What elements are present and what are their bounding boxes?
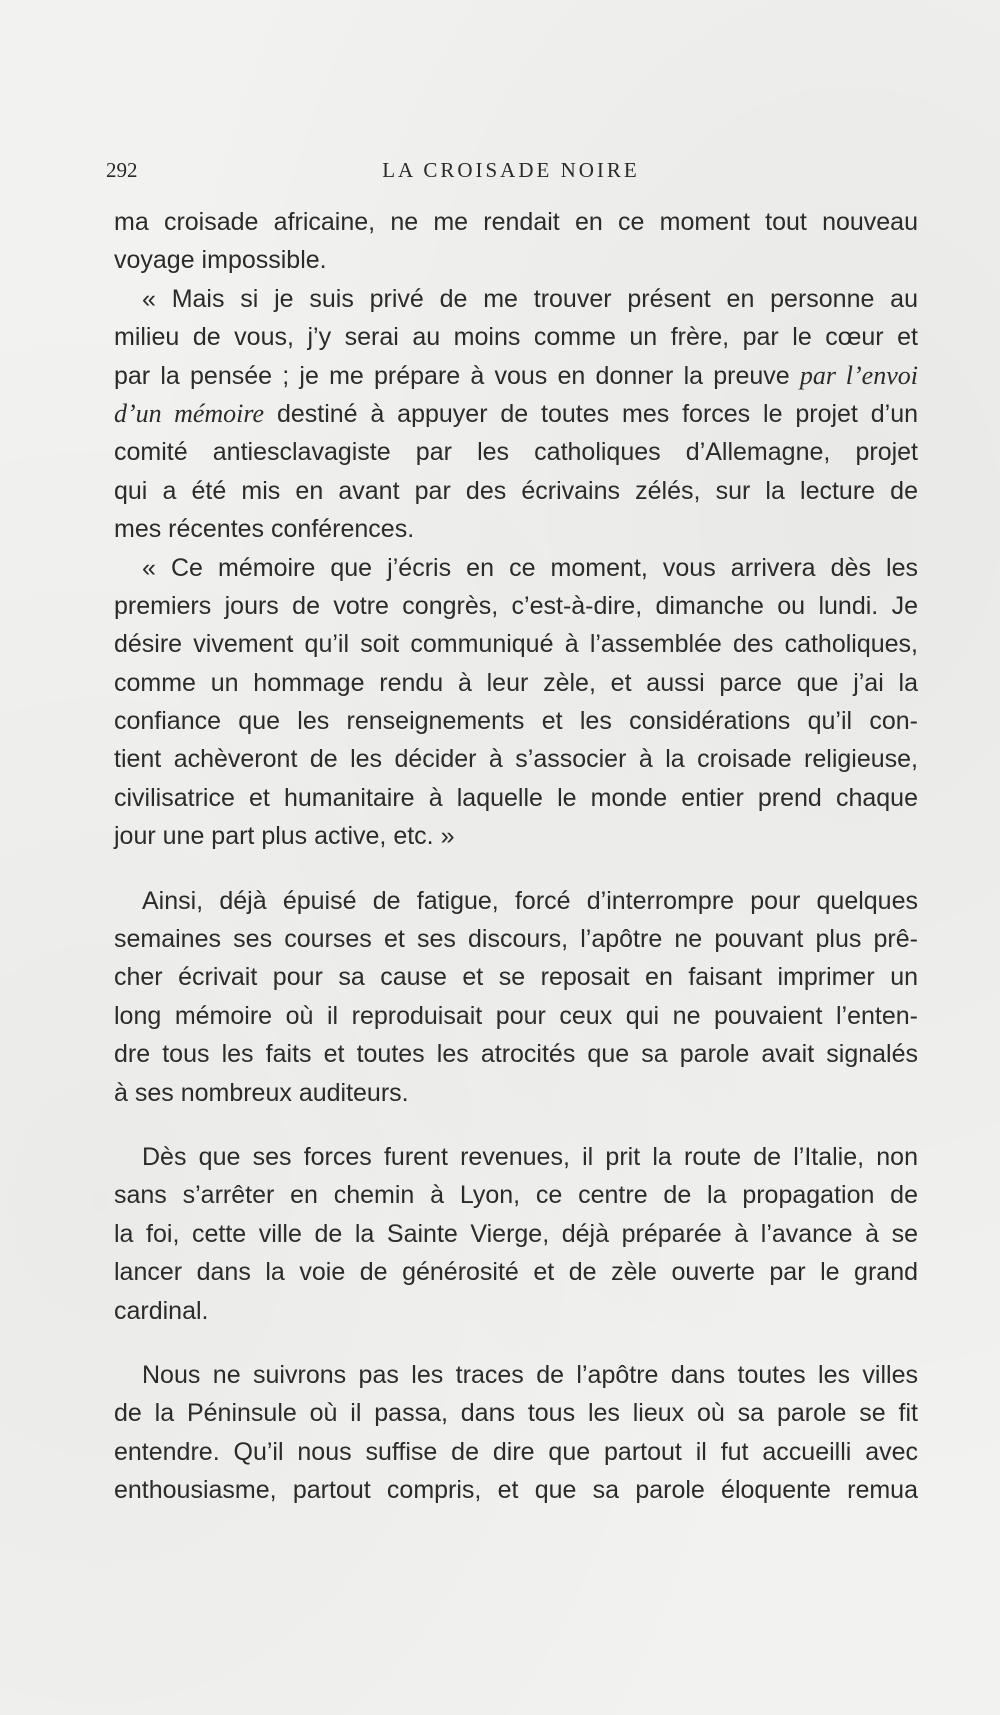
- text-line: [114, 395, 918, 433]
- paragraph: [114, 1356, 918, 1510]
- italic-text: par l’envoi: [799, 360, 918, 390]
- paragraph: [114, 549, 918, 856]
- paragraph: [114, 882, 918, 1112]
- text-line: la foi, cette ville de la Sainte Vierge, déjà préparée à l’avance à se: [114, 1219, 918, 1248]
- text-line: « Mais si je suis privé de me trouver présent en personne au: [142, 284, 918, 313]
- text-segment: par la pensée ; je me prépare à vous en donner la preuve: [114, 361, 790, 390]
- running-header: [106, 158, 916, 188]
- text-line: enthousiasme, partout compris, et que sa parole éloquente remua: [114, 1476, 918, 1505]
- italic-text: d’un mémoire: [114, 398, 265, 428]
- paragraph: [114, 1138, 918, 1330]
- text-line: cher écrivait pour sa cause et se reposait en faisant imprimer un: [114, 963, 918, 992]
- paragraph-spacer: [114, 1330, 918, 1356]
- text-line: à ses nombreux auditeurs.: [114, 1078, 409, 1107]
- text-line: Nous ne suivrons pas les traces de l’apôtre dans toutes les villes: [142, 1360, 918, 1389]
- text-line: mes récentes conférences.: [114, 515, 415, 544]
- text-line: comité antiesclavagiste par les catholiques d’Allemagne, projet: [114, 438, 918, 467]
- text-line: ma croisade africaine, ne me rendait en ce moment tout nouveau: [114, 208, 918, 236]
- paragraph: [114, 203, 918, 280]
- text-line: confiance que les renseignements et les considérations qu’il con-: [114, 707, 918, 736]
- text-line: entendre. Qu’il nous suffise de dire que partout il fut accueilli avec: [114, 1437, 918, 1466]
- text-line: Ainsi, déjà épuisé de fatigue, forcé d’interrompre pour quelques: [142, 886, 918, 915]
- text-line: voyage impossible.: [114, 246, 327, 275]
- text-line: civilisatrice et humanitaire à laquelle le monde entier prend chaque: [114, 783, 918, 812]
- text-line: sans s’arrêter en chemin à Lyon, ce centre de la propagation de: [114, 1181, 918, 1210]
- paragraph: [114, 280, 918, 549]
- text-line: long mémoire où il reproduisait pour ceux qui ne pouvaient l’enten-: [114, 1001, 918, 1030]
- text-line: cardinal.: [114, 1296, 209, 1325]
- text-line: comme un hommage rendu à leur zèle, et aussi parce que j’ai la: [114, 668, 918, 697]
- text-line: qui a été mis en avant par des écrivains zélés, sur la lecture de: [114, 476, 918, 505]
- text-line: dre tous les faits et toutes les atrocités que sa parole avait signalés: [114, 1040, 918, 1069]
- text-line: premiers jours de votre congrès, c’est-à-dire, dimanche ou lundi. Je: [114, 591, 918, 620]
- paragraph-spacer: [114, 856, 918, 882]
- text-line: de la Péninsule où il passa, dans tous les lieux où sa parole se fit: [114, 1399, 918, 1428]
- text-line: Dès que ses forces furent revenues, il prit la route de l’Italie, non: [142, 1142, 918, 1171]
- text-line: tient achèveront de les décider à s’associer à la croisade religieuse,: [114, 745, 918, 774]
- body-text: [114, 203, 918, 1510]
- running-title: LA CROISADE NOIRE: [382, 158, 640, 182]
- text-line: « Ce mémoire que j’écris en ce moment, vous arrivera dès les: [142, 553, 918, 582]
- text-line: milieu de vous, j’y serai au moins comme un frère, par le cœur et: [114, 323, 918, 352]
- text-line: jour une part plus active, etc. »: [114, 822, 455, 851]
- paragraph-spacer: [114, 1112, 918, 1138]
- text-line: désire vivement qu’il soit communiqué à l’assemblée des catholiques,: [114, 630, 918, 659]
- text-line: [114, 357, 918, 395]
- text-segment: destiné à appuyer de toutes mes forces le projet d’un: [276, 399, 919, 428]
- text-line: semaines ses courses et ses discours, l’apôtre ne pouvant plus prê-: [114, 925, 918, 954]
- page-number: 292: [106, 158, 138, 182]
- text-line: lancer dans la voie de générosité et de zèle ouverte par le grand: [114, 1258, 918, 1287]
